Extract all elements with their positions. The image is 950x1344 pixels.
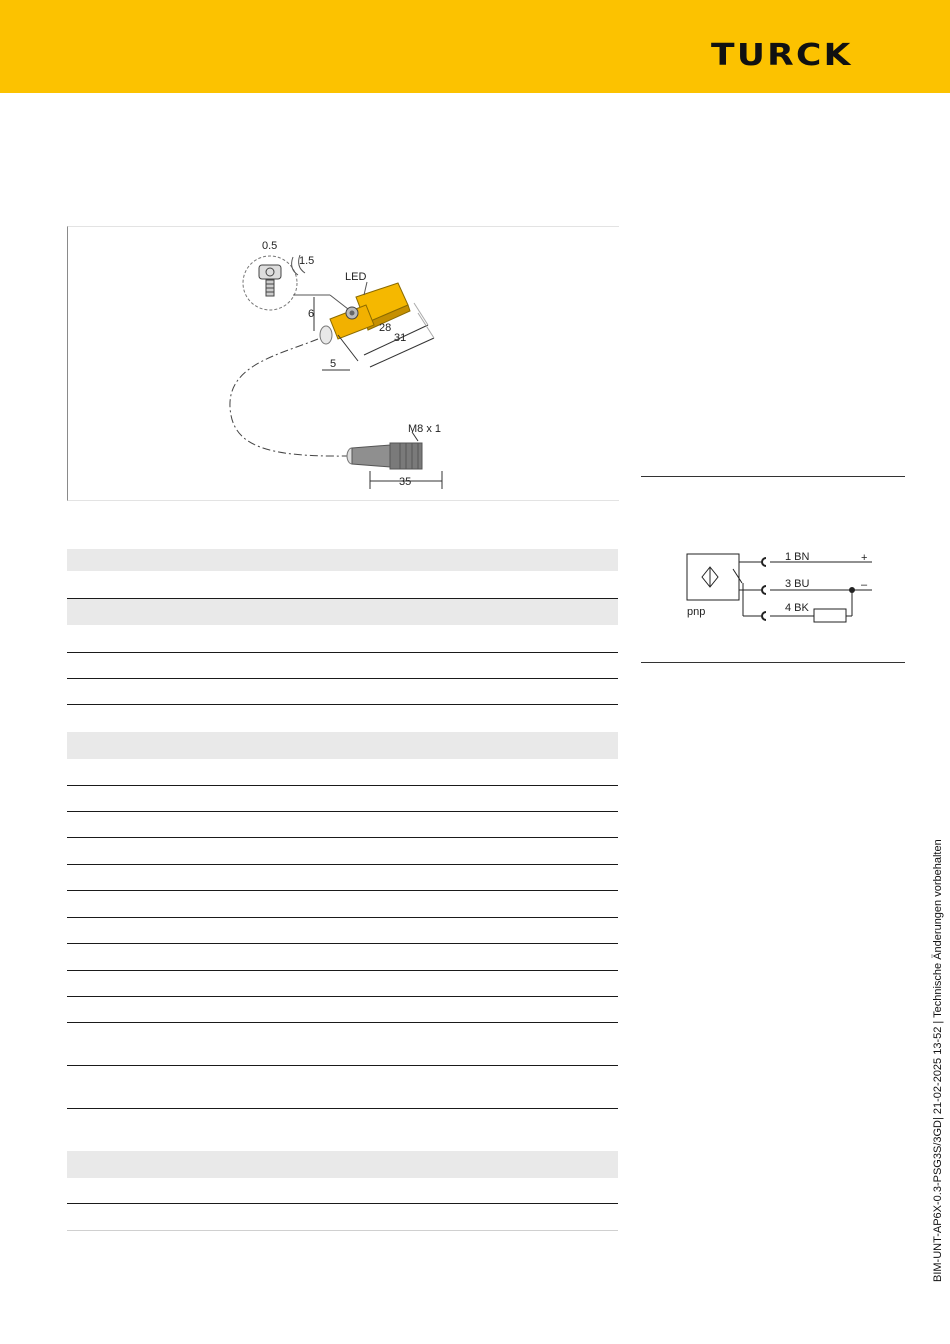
dim-clamp-gap: 0.5 [262, 240, 278, 252]
spec-row [67, 1023, 618, 1066]
dim-height: 6 [308, 308, 315, 320]
spec-row [67, 997, 618, 1023]
spec-section-header [67, 549, 618, 571]
spec-row [67, 786, 618, 812]
dim-5: 5 [330, 358, 337, 370]
led-label: LED [345, 271, 367, 283]
vertical-footer: BIM-UNT-AP6X-0.3-PSG3S/3GD| 21-02-2025 13-52 | Technische Änderungen vorbehalten [932, 839, 944, 1282]
spec-row [67, 812, 618, 838]
spec-row [67, 653, 618, 679]
spec-section-header [67, 1151, 618, 1178]
dim-31: 31 [394, 332, 407, 344]
pin4-label: 4 BK [785, 602, 809, 614]
spec-row [67, 865, 618, 891]
pin3-label: 3 BU [785, 578, 810, 590]
pin1-label: 1 BN [785, 551, 810, 563]
dimension-drawing [67, 226, 619, 501]
spec-section-header [67, 732, 618, 759]
minus-sign: – [861, 579, 868, 591]
wiring-divider-bottom [641, 662, 905, 663]
spec-row [67, 944, 618, 971]
dim-28: 28 [379, 322, 392, 334]
spec-section-header [67, 599, 618, 625]
spec-row [67, 971, 618, 997]
m8-connector [347, 443, 422, 469]
spec-row [67, 1066, 618, 1109]
spec-row [67, 838, 618, 865]
dim-35: 35 [399, 476, 412, 488]
spec-row [67, 1204, 618, 1231]
cable-path [230, 339, 348, 456]
sensor-body [330, 283, 410, 339]
spec-row [67, 918, 618, 944]
spec-row [67, 759, 618, 786]
spec-row [67, 1178, 618, 1204]
spec-row [67, 1109, 618, 1151]
spec-row [67, 679, 618, 705]
spec-row [67, 705, 618, 732]
turck-logo: TURCK [711, 38, 853, 73]
plus-sign: + [861, 552, 868, 564]
output-type-label: pnp [687, 606, 706, 618]
spec-row [67, 571, 618, 599]
wiring-divider-top [641, 476, 905, 477]
spec-row [67, 891, 618, 918]
clamp-screw-head [259, 265, 281, 279]
thread-label: M8 x 1 [408, 423, 442, 435]
spec-row [67, 625, 618, 653]
dim-clamp-thickness: 1.5 [299, 255, 315, 267]
